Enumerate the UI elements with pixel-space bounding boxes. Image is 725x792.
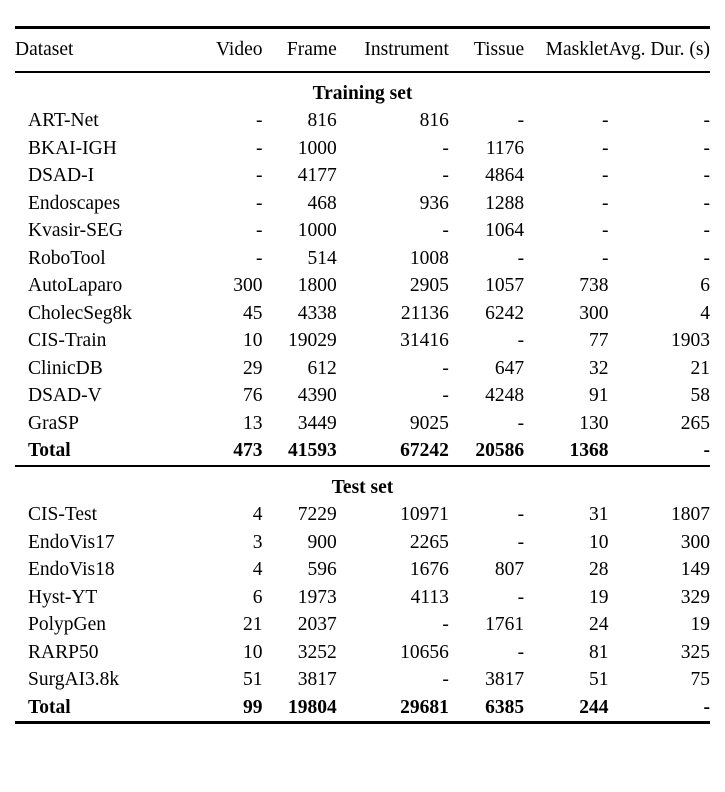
table-row [15, 611, 710, 639]
cell-masklet: - [601, 165, 609, 186]
cell-tissue: 1288 [485, 192, 525, 214]
cell-instrument: - [442, 357, 449, 379]
cell-frame: 1000 [297, 137, 337, 159]
cell-avg-dur: 58 [690, 385, 710, 406]
cell-avg-dur: - [703, 220, 710, 241]
cell-frame: 4338 [297, 302, 337, 324]
cell-dataset: SurgAI3.8k [28, 669, 120, 690]
cell-frame: 1800 [297, 275, 337, 296]
column-header-frame: Frame [286, 39, 337, 60]
cell-video: 10 [242, 330, 263, 351]
total-cell-avg-dur: - [703, 696, 710, 718]
cell-video: 51 [242, 669, 263, 690]
cell-avg-dur: - [703, 137, 710, 159]
rule-line [15, 723, 710, 725]
cell-masklet: 28 [588, 559, 609, 580]
cell-masklet: 81 [588, 641, 609, 663]
column-header-video: Video [215, 39, 263, 60]
cell-frame: 4390 [297, 385, 337, 406]
table-row [15, 556, 710, 584]
cell-video: 4 [252, 559, 263, 580]
cell-video: - [255, 220, 263, 241]
dataset-statistics-table-container [15, 26, 710, 724]
cell-avg-dur: 265 [680, 412, 710, 434]
cell-dataset: CIS-Test [28, 504, 98, 525]
table-row [15, 245, 710, 273]
table-row [15, 382, 710, 410]
cell-dataset: BKAI-IGH [28, 137, 117, 159]
total-cell-avg-dur: - [703, 440, 710, 461]
cell-masklet: 32 [588, 357, 609, 379]
cell-instrument: 2905 [409, 275, 449, 296]
cell-avg-dur: - [703, 165, 710, 186]
cell-tissue: 4248 [485, 385, 525, 406]
cell-avg-dur: 329 [680, 586, 710, 608]
cell-masklet: 91 [588, 385, 609, 406]
cell-dataset: Endoscapes [28, 192, 121, 214]
dataset-statistics-table [15, 26, 710, 724]
cell-frame: 596 [307, 559, 337, 580]
cell-frame: 900 [307, 531, 337, 553]
cell-dataset: RoboTool [28, 247, 106, 269]
cell-instrument: 10656 [400, 641, 449, 663]
cell-masklet: 300 [579, 302, 609, 324]
cell-frame: 3252 [297, 641, 337, 663]
cell-avg-dur: 1903 [671, 330, 710, 351]
cell-masklet: 24 [588, 614, 609, 635]
cell-tissue: 3817 [485, 669, 525, 690]
total-cell-masklet: 244 [579, 696, 609, 718]
cell-dataset: GraSP [28, 412, 79, 434]
cell-frame: 19029 [287, 330, 337, 351]
cell-frame: 514 [307, 247, 337, 269]
cell-avg-dur: 300 [680, 531, 710, 553]
cell-tissue: - [517, 531, 525, 553]
cell-frame: 2037 [297, 614, 337, 635]
cell-frame: 7229 [297, 504, 337, 525]
cell-dataset: RARP50 [28, 641, 99, 663]
cell-tissue: 1176 [485, 137, 525, 159]
table-header-row [15, 29, 710, 72]
cell-avg-dur: 19 [690, 614, 710, 635]
cell-tissue: - [517, 641, 525, 663]
cell-masklet: - [601, 110, 609, 131]
cell-frame: 612 [307, 357, 337, 379]
section-title-row [15, 467, 710, 502]
cell-tissue: 1064 [485, 220, 525, 241]
cell-instrument: 9025 [409, 412, 449, 434]
cell-frame: 468 [307, 192, 337, 214]
table-row [15, 107, 710, 135]
cell-frame: 4177 [297, 165, 337, 186]
cell-video: - [255, 110, 263, 131]
cell-avg-dur: - [703, 247, 710, 269]
cell-dataset: AutoLaparo [28, 275, 123, 296]
cell-instrument: 10971 [400, 504, 449, 525]
cell-video: 300 [233, 275, 263, 296]
cell-instrument: - [442, 165, 449, 186]
table-bottom-rule [15, 723, 710, 725]
cell-avg-dur: - [703, 110, 710, 131]
table-row [15, 300, 710, 328]
total-cell-dataset: Total [28, 696, 71, 718]
cell-video: 6 [252, 586, 263, 608]
cell-masklet: 10 [588, 531, 609, 553]
cell-dataset: ART-Net [28, 110, 99, 131]
cell-tissue: 807 [494, 559, 525, 580]
cell-dataset: EndoVis18 [28, 559, 115, 580]
cell-tissue: - [517, 586, 525, 608]
cell-instrument: 2265 [409, 531, 449, 553]
table-row [15, 327, 710, 355]
cell-dataset: PolypGen [28, 614, 106, 635]
cell-masklet: 31 [588, 504, 609, 525]
cell-avg-dur: 6 [700, 275, 710, 296]
cell-frame: 3449 [297, 412, 337, 434]
cell-avg-dur: 21 [690, 357, 710, 379]
column-header-avg-dur: Avg. Dur. (s) [608, 39, 710, 60]
cell-video: - [255, 247, 263, 269]
cell-tissue: 647 [494, 357, 525, 379]
cell-tissue: - [517, 504, 525, 525]
cell-avg-dur: 4 [700, 302, 710, 324]
table-row [15, 584, 710, 612]
cell-frame: 816 [307, 110, 337, 131]
cell-video: - [255, 137, 263, 159]
total-cell-frame: 19804 [287, 696, 337, 718]
cell-tissue: 4864 [485, 165, 525, 186]
cell-avg-dur: - [703, 192, 710, 214]
column-header-tissue: Tissue [473, 39, 525, 60]
table-row [15, 529, 710, 557]
table-row [15, 190, 710, 218]
cell-instrument: - [442, 385, 449, 406]
cell-avg-dur: 325 [680, 641, 710, 663]
cell-instrument: - [442, 669, 449, 690]
cell-dataset: CIS-Train [28, 330, 107, 351]
table-row [15, 666, 710, 694]
section-title: Test set [331, 476, 394, 498]
cell-tissue: - [517, 110, 525, 131]
cell-tissue: 6242 [485, 302, 525, 324]
cell-instrument: 1676 [409, 559, 449, 580]
table-total-row [15, 694, 710, 723]
cell-masklet: - [601, 192, 609, 214]
cell-frame: 1000 [297, 220, 337, 241]
cell-frame: 1973 [297, 586, 337, 608]
total-cell-video: 473 [233, 440, 263, 461]
cell-dataset: Hyst-YT [28, 586, 98, 608]
cell-masklet: 77 [588, 330, 609, 351]
cell-instrument: - [442, 137, 449, 159]
cell-masklet: 130 [579, 412, 609, 434]
cell-video: 21 [242, 614, 263, 635]
table-row [15, 272, 710, 300]
cell-video: 13 [242, 412, 263, 434]
cell-avg-dur: 75 [690, 669, 710, 690]
column-header-masklet: Masklet [545, 39, 609, 60]
total-cell-dataset: Total [28, 440, 71, 461]
cell-tissue: - [517, 330, 525, 351]
cell-instrument: 1008 [409, 247, 449, 269]
cell-dataset: EndoVis17 [28, 531, 115, 553]
total-cell-masklet: 1368 [569, 440, 609, 461]
cell-dataset: Kvasir-SEG [28, 220, 123, 241]
total-cell-instrument: 29681 [400, 696, 449, 718]
cell-video: 4 [252, 504, 263, 525]
cell-video: - [255, 192, 263, 214]
cell-video: 76 [242, 385, 263, 406]
cell-instrument: 4113 [410, 586, 449, 608]
cell-dataset: CholecSeg8k [28, 302, 132, 324]
cell-tissue: - [517, 412, 525, 434]
cell-avg-dur: 1807 [671, 504, 710, 525]
cell-tissue: 1057 [485, 275, 525, 296]
cell-masklet: 19 [588, 586, 609, 608]
table-total-row [15, 437, 710, 466]
cell-tissue: - [517, 247, 525, 269]
cell-masklet: - [601, 220, 609, 241]
cell-video: - [255, 165, 263, 186]
table-row [15, 639, 710, 667]
cell-masklet: 738 [579, 275, 609, 296]
table-row [15, 355, 710, 383]
total-cell-instrument: 67242 [400, 440, 449, 461]
cell-instrument: 21136 [400, 302, 449, 324]
cell-masklet: - [601, 247, 609, 269]
cell-instrument: 31416 [400, 330, 449, 351]
cell-video: 45 [242, 302, 263, 324]
section-title-row [15, 73, 710, 108]
cell-instrument: 936 [419, 192, 449, 214]
cell-instrument: - [442, 614, 449, 635]
cell-video: 3 [252, 531, 263, 553]
cell-dataset: ClinicDB [28, 357, 103, 379]
cell-masklet: - [601, 137, 609, 159]
cell-video: 29 [242, 357, 263, 379]
total-cell-video: 99 [242, 696, 263, 718]
table-row [15, 135, 710, 163]
total-cell-frame: 41593 [287, 440, 337, 461]
cell-dataset: DSAD-I [28, 165, 95, 186]
section-title: Training set [312, 82, 413, 104]
cell-tissue: 1761 [485, 614, 525, 635]
cell-frame: 3817 [297, 669, 337, 690]
table-row [15, 217, 710, 245]
total-cell-tissue: 6385 [485, 696, 525, 718]
cell-video: 10 [242, 641, 263, 663]
cell-instrument: - [442, 220, 449, 241]
total-cell-tissue: 20586 [475, 440, 525, 461]
cell-avg-dur: 149 [680, 559, 710, 580]
cell-instrument: 816 [419, 110, 449, 131]
table-row [15, 162, 710, 190]
cell-dataset: DSAD-V [28, 385, 102, 406]
table-row [15, 410, 710, 438]
column-header-instrument: Instrument [364, 39, 449, 60]
column-header-dataset: Dataset [15, 39, 74, 60]
cell-masklet: 51 [588, 669, 609, 690]
table-row [15, 501, 710, 529]
